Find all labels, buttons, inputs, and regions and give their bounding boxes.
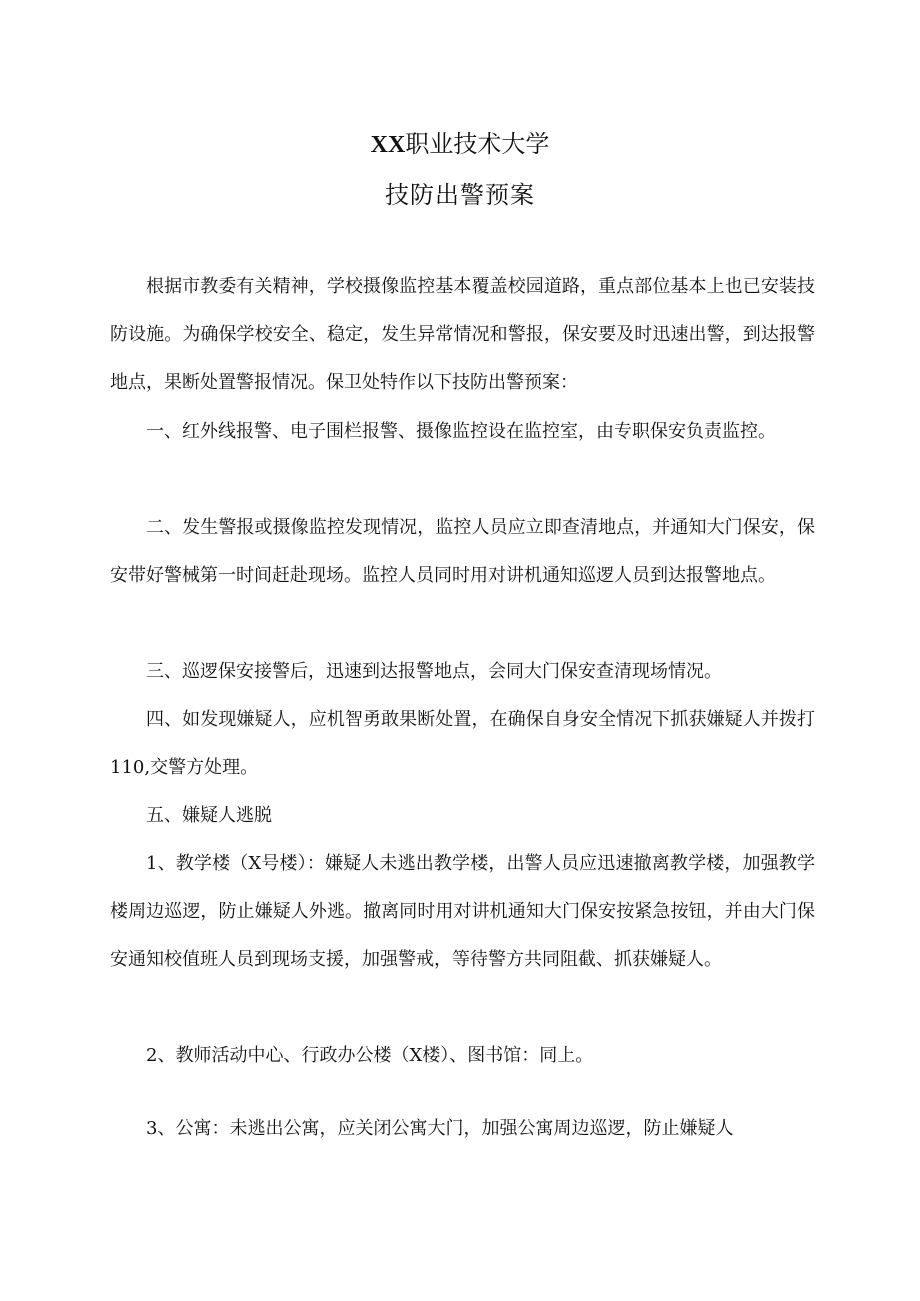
intro-paragraph: 根据市教委有关精神，学校摄像监控基本覆盖校园道路，重点部位基本上也已安装技防设施。为确保学校安全、稳定，发生异常情况和警报，保安要及时迅速出警，到达报警地点，果断处置警报情况。保卫处特作以下技防出警预案：: [110, 276, 815, 393]
title-rest: 职业技术大学: [405, 130, 550, 158]
item-5-heading: 五、嫌疑人逃脱: [146, 805, 272, 826]
sub-item-3-paragraph: 3、公寓：未逃出公寓，应关闭公寓大门，加强公寓周边巡逻，防止嫌疑人: [146, 1118, 734, 1139]
document-subtitle: 技防出警预案: [385, 181, 535, 209]
document-title: [0, 129, 920, 160]
item-4-paragraph: 四、如发现嫌疑人，应机智勇敢果断处置，在确保自身安全情况下抓获嫌疑人并拨打110,交警方处理。: [110, 709, 815, 778]
item-3-paragraph: 三、巡逻保安接警后，迅速到达报警地点，会同大门保安查清现场情况。: [146, 661, 722, 682]
item-1-paragraph: 一、红外线报警、电子围栏报警、摄像监控设在监控室，由专职保安负责监控。: [146, 421, 776, 442]
item-2-paragraph: 二、发生警报或摄像监控发现情况，监控人员应立即查清地点，并通知大门保安，保安带好警械第一时间赶赴现场。监控人员同时用对讲机通知巡逻人员到达报警地点。: [110, 517, 815, 586]
sub-item-1-paragraph: 1、教学楼（X号楼）：嫌疑人未逃出教学楼，出警人员应迅速撤离教学楼，加强教学楼周边巡逻，防止嫌疑人外逃。撤离同时用对讲机通知大门保安按紧急按钮，并由大门保安通知校值班人员到现场支援，加强警戒，等待警方共同阻截、抓获嫌疑人。: [110, 853, 815, 970]
sub-item-2-paragraph: 2、教师活动中心、行政办公楼（X楼）、图书馆：同上。: [146, 1045, 594, 1066]
title-prefix: XX: [370, 132, 406, 158]
